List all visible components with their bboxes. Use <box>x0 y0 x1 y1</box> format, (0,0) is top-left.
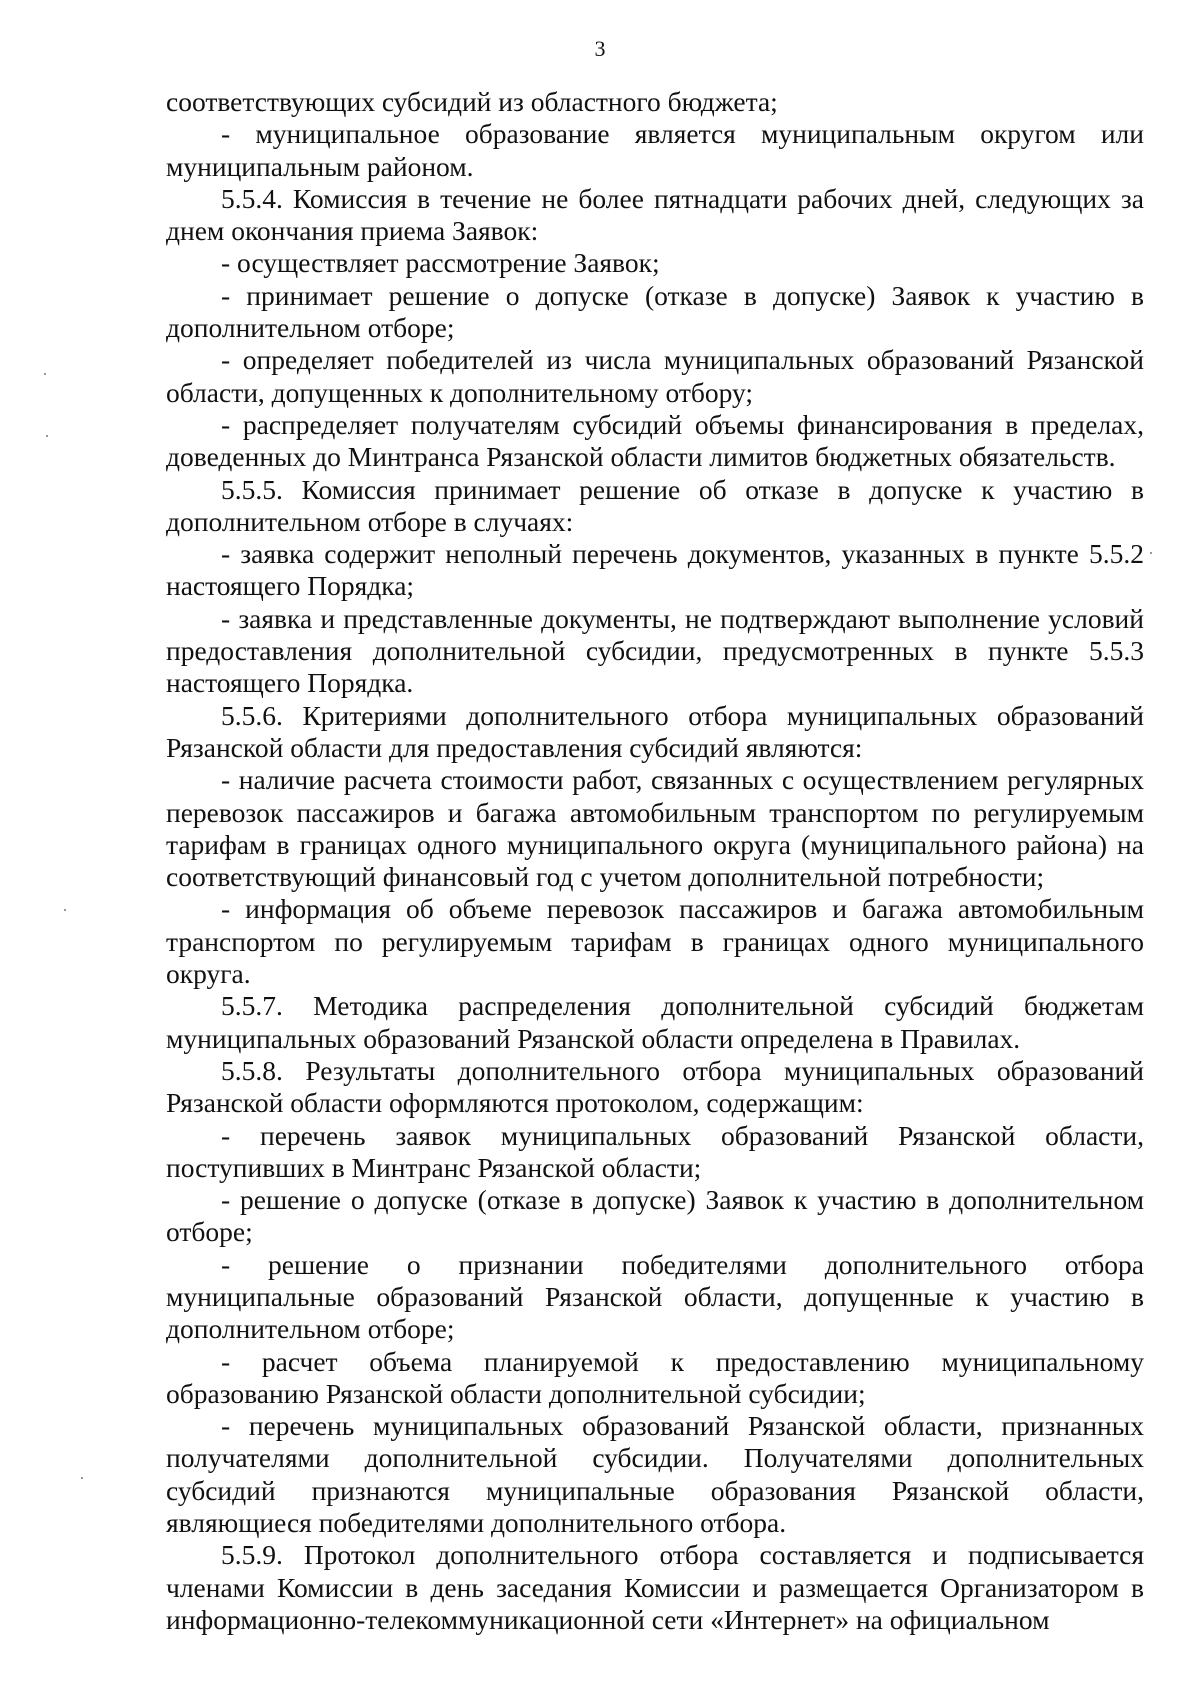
paragraph-5-5-6: 5.5.6. Критериями дополнительного отбора муниципальных образований Рязанской области для предоставления субсидий являются: <box>166 699 1144 763</box>
list-item-conditions-not-confirmed: - заявка и представленные документы, не подтверждают выполнение условий предоставления дополнительной субсидии, предусмотренных в пункте 5.5.3 настоящего Порядка. <box>166 602 1144 699</box>
scan-speck <box>44 373 46 375</box>
scan-speck <box>81 1477 83 1479</box>
list-item-subsidy-calculation: - расчет объема планируемой к предоставлению муниципальному образованию Рязанской области дополнительной субсидии; <box>166 1345 1144 1409</box>
list-item-winners-decision: - решение о признании победителями дополнительного отбора муниципальные образований Рязанской области, допущенные к участию в дополнительном отборе; <box>166 1248 1144 1345</box>
scan-speck <box>64 909 66 911</box>
document-body <box>166 86 1144 1636</box>
paragraph-5-5-7: 5.5.7. Методика распределения дополнительной субсидий бюджетам муниципальных образований Рязанской области определена в Правилах. <box>166 990 1144 1054</box>
paragraph-5-5-5: 5.5.5. Комиссия принимает решение об отказе в допуске к участию в дополнительном отборе в случаях: <box>166 473 1144 537</box>
scan-speck <box>1150 552 1152 554</box>
list-item-applications-list: - перечень заявок муниципальных образований Рязанской области, поступивших в Минтранс Рязанской области; <box>166 1119 1144 1183</box>
list-item-admission-decision: - принимает решение о допуске (отказе в допуске) Заявок к участию в дополнительном отборе; <box>166 279 1144 344</box>
list-item-winners: - определяет победителей из числа муниципальных образований Рязанской области, допущенных к дополнительному отбору; <box>166 344 1144 408</box>
scan-speck <box>46 435 48 437</box>
list-item-cost-calculation: - наличие расчета стоимости работ, связанных с осуществлением регулярных перевозок пассажиров и багажа автомобильным транспортом по регулируемым тарифам в границах одного муниципального округа (муниципального района) на соответствующий финансовый год с учетом дополнительной потребности; <box>166 764 1144 893</box>
paragraph-5-5-4: 5.5.4. Комиссия в течение не более пятнадцати рабочих дней, следующих за днем окончания приема Заявок: <box>166 182 1144 247</box>
page-number: 3 <box>594 36 606 61</box>
paragraph-municipal-status: - муниципальное образование является муниципальным округом или муниципальным районом. <box>166 118 1144 182</box>
list-item-review-applications: - осуществляет рассмотрение Заявок; <box>221 247 660 279</box>
list-item-funding-allocation: - распределяет получателям субсидий объемы финансирования в пределах, доведенных до Минтранса Рязанской области лимитов бюджетных обязательств. <box>166 408 1144 473</box>
list-item-transport-volume: - информация об объеме перевозок пассажиров и багажа автомобильным транспортом по регулируемым тарифам в границах одного муниципального округа. <box>166 893 1144 990</box>
paragraph-5-5-9: 5.5.9. Протокол дополнительного отбора составляется и подписывается членами Комиссии в день заседания Комиссии и размещается Организатором в информационно-телекоммуникационной сети «Интернет» на официальном <box>166 1539 1144 1635</box>
list-item-incomplete-documents: - заявка содержит неполный перечень документов, указанных в пункте 5.5.2 настоящего Порядка; <box>166 538 1144 602</box>
paragraph-continuation: соответствующих субсидий из областного бюджета; <box>166 86 778 117</box>
paragraph-5-5-8: 5.5.8. Результаты дополнительного отбора муниципальных образований Рязанской области оформляются протоколом, содержащим: <box>166 1054 1144 1119</box>
list-item-recipients-list: - перечень муниципальных образований Рязанской области, признанных получателями дополнительной субсидии. Получателями дополнительных субсидий признаются муниципальные образования Рязанской области, являющиеся победителями дополнительного отбора. <box>166 1410 1144 1539</box>
list-item-admission-decision-protocol: - решение о допуске (отказе в допуске) Заявок к участию в дополнительном отборе; <box>166 1184 1144 1248</box>
